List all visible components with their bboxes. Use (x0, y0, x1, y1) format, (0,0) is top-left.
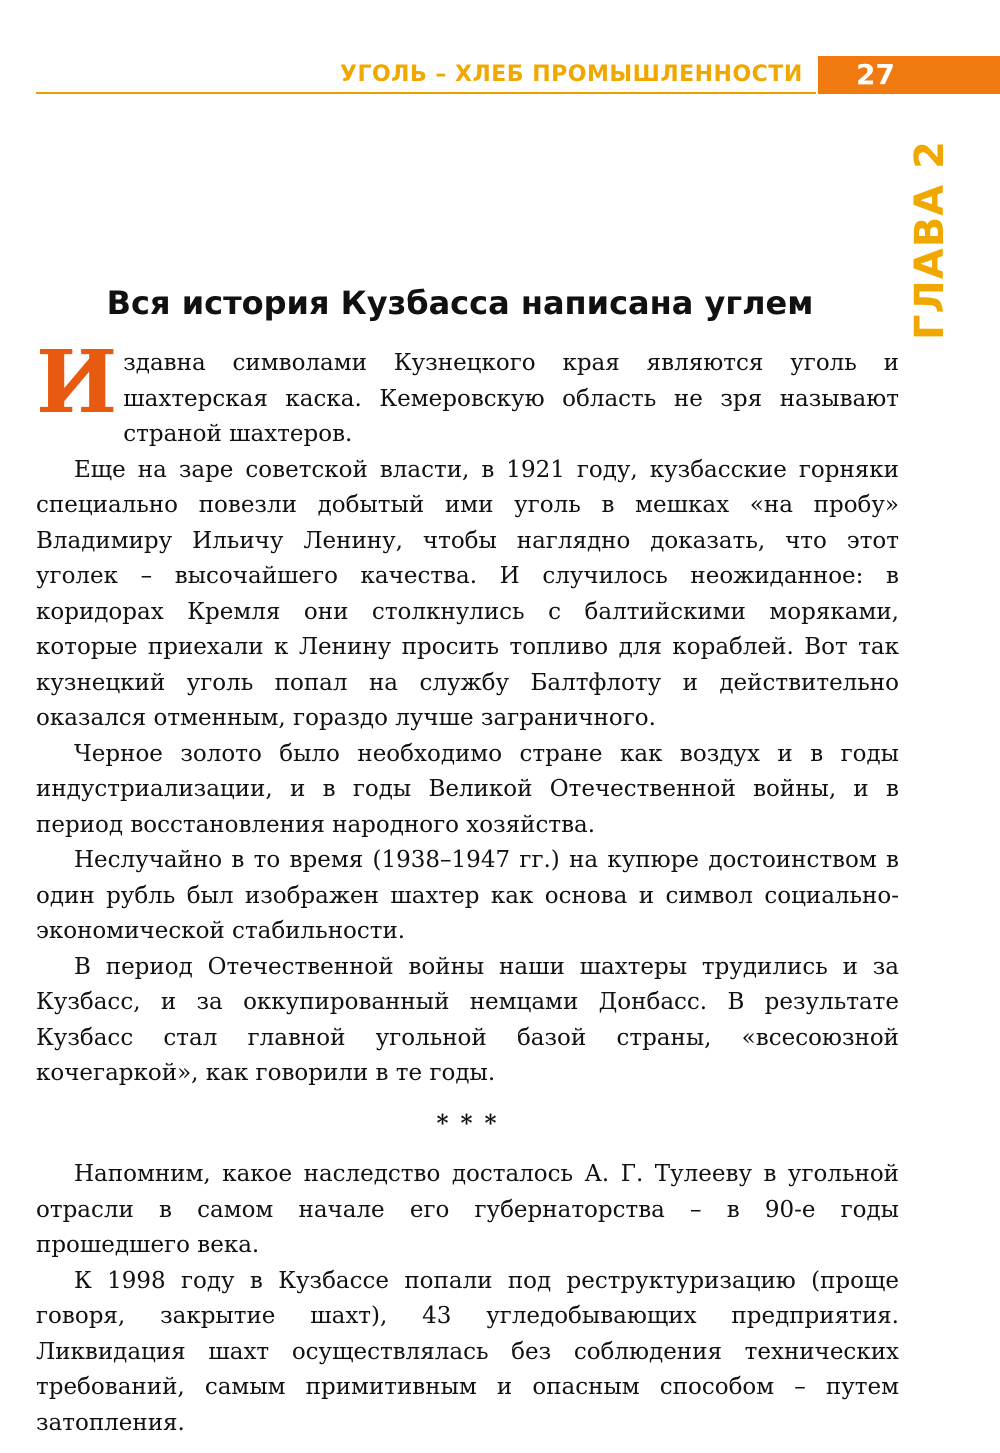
section-separator: * * * (436, 1109, 499, 1137)
header-rule (36, 92, 816, 94)
paragraph-text: здавна символами Кузнецкого края являются уголь и шахтерская каска. Кемеровскую область не зря называют страной шахтеров. (123, 350, 899, 447)
chapter-tab (880, 140, 980, 340)
page-number-box (818, 56, 1000, 94)
page-number: 27 (856, 58, 895, 91)
article-body (36, 332, 899, 1441)
paragraph: Еще на заре советской власти, в 1921 году, кузбасские горняки специально повезли добытый ими уголь в мешках «на пробу» Владимиру Ильичу Ленину, чтобы наглядно доказать, что этот уголек – высочайшего качества. И случилось неожиданное: в коридорах Кремля они столкнулись с балтийскими моряками, которые приехали к Ленину просить топливо для кораблей. Вот так кузнецкий уголь попал на службу Балтфлоту и действительно оказался отменным, гораздо лучше заграничного. (36, 456, 899, 731)
running-header-title: УГОЛЬ – ХЛЕБ ПРОМЫШЛЕННОСТИ (340, 62, 803, 87)
drop-cap: И (36, 332, 118, 433)
chapter-label: ГЛАВА 2 (907, 140, 953, 340)
article-title: Вся история Кузбасса написана углем (106, 284, 814, 322)
paragraph (36, 332, 899, 453)
paragraph: Черное золото было необходимо стране как воздух и в годы индустриализации, и в годы Великой Отечественной войны, и в период восстановления народного хозяйства. (36, 740, 899, 838)
paragraph: Напомним, какое наследство досталось А. Г. Тулееву в угольной отрасли в самом начале его губернаторства – в 90-е годы прошедшего века. (36, 1161, 899, 1258)
paragraph: Неслучайно в то время (1938–1947 гг.) на купюре достоинством в один рубль был изображен шахтер как основа и символ социально-экономической стабильности. (36, 847, 899, 944)
paragraph: К 1998 году в Кузбассе попали под реструктуризацию (проще говоря, закрытие шахт), 43 угледобывающих предприятия. Ликвидация шахт осуществлялась без соблюдения технических требований, самым примитивным и опасным способом – путем затопления. (36, 1267, 899, 1436)
paragraph: В период Отечественной войны наши шахтеры трудились и за Кузбасс, и за оккупированный немцами Донбасс. В результате Кузбасс стал главной угольной базой страны, «всесоюзной кочегаркой», как говорили в те годы. (36, 953, 899, 1086)
